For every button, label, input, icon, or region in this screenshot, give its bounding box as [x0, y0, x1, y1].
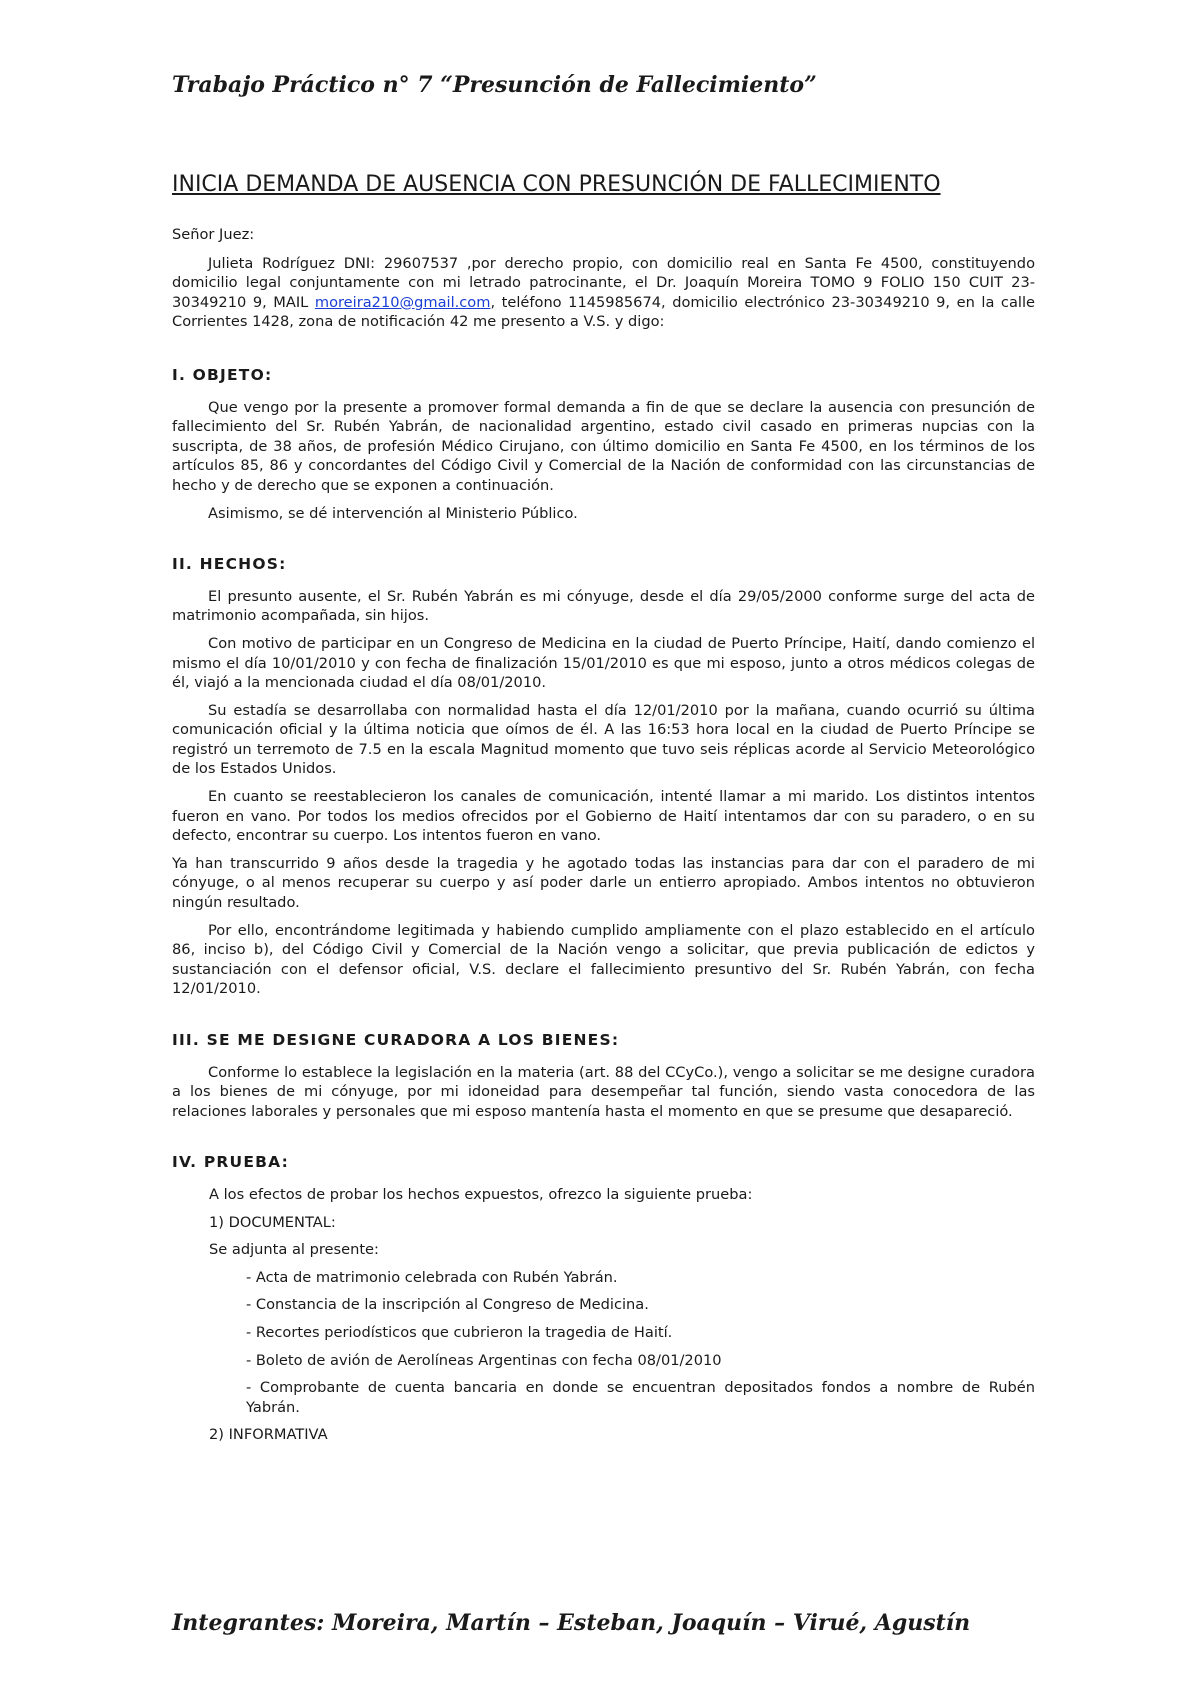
intro-text-2: , teléfono 1145985674, domicilio electrónico 23-30349210 9, en la calle Corrientes 1428, zona de notificación 42 me presento a V.S. y digo: — [172, 293, 1035, 331]
document-body — [172, 170, 1035, 1453]
email-link[interactable]: moreira210@gmail.com — [314, 293, 491, 311]
hechos-paragraph-5: Ya han transcurrido 9 años desde la tragedia y he agotado todas las instancias para dar con el paradero de mi cónyuge, o al menos recuperar su cuerpo y así poder darle un entierro apropiado. Ambos intentos no obtuvieron ningún resultado. — [172, 854, 1035, 912]
greeting: Señor Juez: — [172, 226, 255, 243]
prueba-item: - Comprobante de cuenta bancaria en donde se encuentran depositados fondos a nombre de Rubén Yabrán. — [246, 1379, 1035, 1416]
intro-paragraph — [172, 254, 1035, 332]
hechos-paragraph-2: Con motivo de participar en un Congreso de Medicina en la ciudad de Puerto Príncipe, Haití, dando comienzo el mismo el día 10/01/2010 y con fecha de finalización 15/01/2010 es que mi esposo, junto a otros médicos colegas de él, viajó a la mencionada ciudad el día 08/01/2010. — [172, 634, 1035, 692]
prueba-item: - Boleto de avión de Aerolíneas Argentinas con fecha 08/01/2010 — [246, 1351, 722, 1369]
prueba-item: - Acta de matrimonio celebrada con Rubén Yabrán. — [246, 1268, 618, 1286]
prueba-documental: 1) DOCUMENTAL: — [209, 1213, 336, 1231]
document-title: INICIA DEMANDA DE AUSENCIA CON PRESUNCIÓN DE FALLECIMIENTO — [172, 172, 941, 197]
objeto-paragraph-1: Que vengo por la presente a promover formal demanda a fin de que se declare la ausencia con presunción de fallecimiento del Sr. Rubén Yabrán, de nacionalidad argentino, estado civil casado en primeras nupcias con la suscripta, de 38 años, de profesión Médico Cirujano, con último domicilio en Santa Fe 4500, en los términos de los artículos 85, 86 y concordantes del Código Civil y Comercial de la Nación de conformidad con las circunstancias de hecho y de derecho que se exponen a continuación. — [172, 398, 1035, 494]
curadora-paragraph: Conforme lo establece la legislación en la materia (art. 88 del CCyCo.), vengo a solicitar se me designe curadora a los bienes de mi cónyuge, por mi idoneidad para desempeñar tal función, siendo vasta conocedora de las relaciones laborales y personales que mi esposo mantenía hasta el momento en que se presume que desapareció. — [172, 1063, 1035, 1120]
prueba-item: - Recortes periodísticos que cubrieron la tragedia de Haití. — [246, 1323, 673, 1341]
section-objeto-title: I. OBJETO: — [172, 365, 273, 384]
section-hechos-title: II. HECHOS: — [172, 555, 287, 574]
objeto-paragraph-2: Asimismo, se dé intervención al Ministerio Público. — [208, 504, 578, 522]
hechos-paragraph-1: El presunto ausente, el Sr. Rubén Yabrán es mi cónyuge, desde el día 29/05/2000 conforme surge del acta de matrimonio acompañada, sin hijos. — [172, 587, 1035, 625]
hechos-paragraph-3: Su estadía se desarrollaba con normalidad hasta el día 12/01/2010 por la mañana, cuando ocurrió su última comunicación oficial y la última noticia que oímos de él. A las 16:53 hora local en la ciudad de Puerto Príncipe se registró un terremoto de 7.5 en la escala Magnitud momento que tuvo seis réplicas acorde al Servicio Meteorológico de los Estados Unidos. — [172, 701, 1035, 778]
section-curadora-title: III. SE ME DESIGNE CURADORA A LOS BIENES: — [172, 1031, 620, 1049]
page-header: Trabajo Práctico n° 7 “Presunción de Fallecimiento” — [172, 72, 817, 98]
page-footer: Integrantes: Moreira, Martín – Esteban, Joaquín – Virué, Agustín — [172, 1610, 971, 1636]
hechos-paragraph-6: Por ello, encontrándome legitimada y habiendo cumplido ampliamente con el plazo establecido en el artículo 86, inciso b), del Código Civil y Comercial de la Nación vengo a solicitar, que previa publicación de edictos y sustanciación con el defensor oficial, V.S. declare el fallecimiento presuntivo del Sr. Rubén Yabrán, con fecha 12/01/2010. — [172, 921, 1035, 998]
prueba-informativa: 2) INFORMATIVA — [209, 1426, 328, 1444]
prueba-adjunta: Se adjunta al presente: — [209, 1241, 379, 1259]
section-prueba-title: IV. PRUEBA: — [172, 1153, 290, 1172]
prueba-item: - Constancia de la inscripción al Congreso de Medicina. — [246, 1296, 649, 1314]
prueba-intro: A los efectos de probar los hechos expuestos, ofrezco la siguiente prueba: — [209, 1185, 753, 1203]
hechos-paragraph-4: En cuanto se reestablecieron los canales de comunicación, intenté llamar a mi marido. Los distintos intentos fueron en vano. Por todos los medios ofrecidos por el Gobierno de Haití intentamos dar con su paradero, o en su defecto, encontrar su cuerpo. Los intentos fueron en vano. — [172, 788, 1035, 845]
intro-text-1: Julieta Rodríguez DNI: 29607537 ,por derecho propio, con domicilio real en Santa Fe 4500, constituyendo domicilio legal conjuntamente con mi letrado patrocinante, el Dr. Joaquín Moreira TOMO 9 FOLIO 150 CUIT 23-30349210 9, MAIL — [172, 254, 1035, 311]
